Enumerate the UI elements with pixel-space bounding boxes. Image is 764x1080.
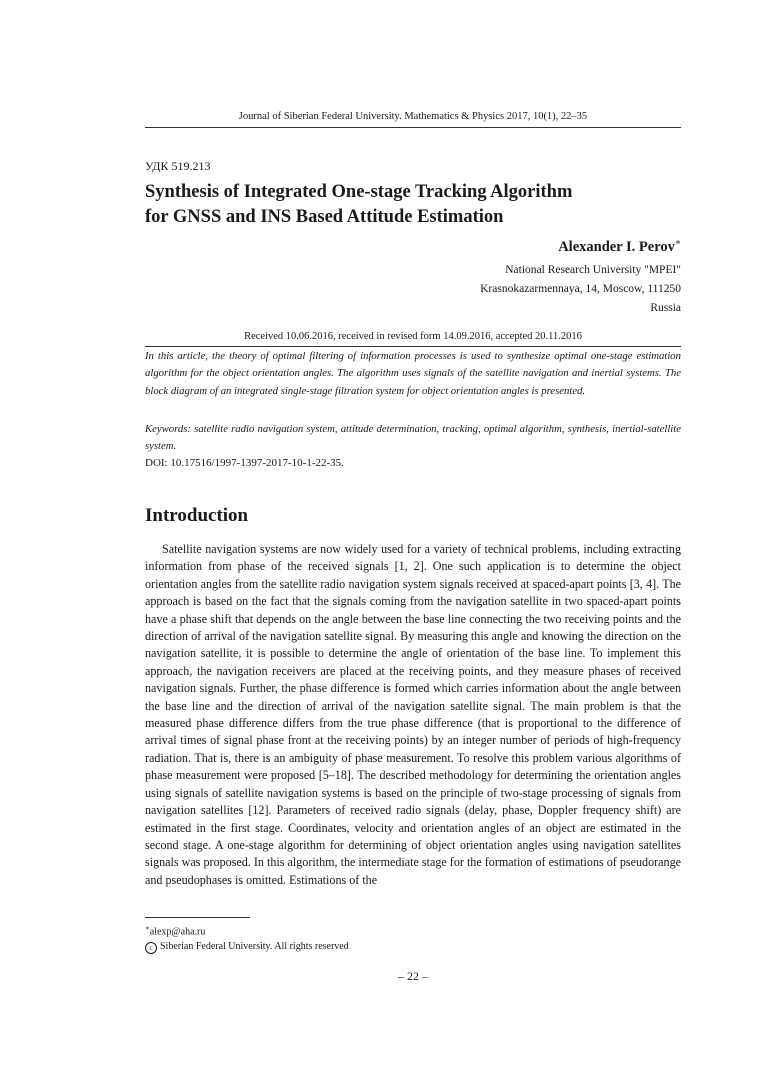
body-paragraph: Satellite navigation systems are now widely used for a variety of technical problems, including extracting information from phase of the received signals [1, 2]. One such application is to determine the object orientation angles from the satellite radio navigation system signals received at spaced-apart points [3, 4]. The approach is based on the fact that the signals coming from the navigation satellite in two spaced-apart points have a phase shift that depends on the angle between the base line connecting the two receiving points and the direction of arrival of the navigation satellite signal. By measuring this angle and knowing the direction on the navigation satellite, it is possible to determine the angle of orientation of the base line. To implement this approach, the navigation receivers are placed at the receiving points, and they measure phases of received navigation signals. Further, the phase difference is formed which carries information about the angle between the base line and the direction of arrival of the navigation satellite signal. The main problem is that the measured phase difference differs from the true phase difference (that is proportional to the difference of arrival times of signal phase front at the receiving points) by an integer number of periods of high-frequency radiation. That is, there is an ambiguity of phase measurement. To resolve this problem various algorithms of phase measurement were proposed [5–18]. The described methodology for determining the orientation angles using signals of satellite navigation systems is based on the principle of two-stage processing of signals from navigation satellites [12]. Parameters of received radio signals (delay, phase, Doppler frequency shift) are estimated in the first stage. Coordinates, velocity and orientation angles of an object are estimated in the second stage. A one-stage algorithm for determining of object orientation angles using navigation satellites signals was proposed. In this algorithm, the intermediate stage for the formation of estimations of pseudorange and pseudophases is omitted. Estimations of the (145, 542, 681, 887)
title-line-2: for GNSS and INS Based Attitude Estimation (145, 207, 504, 227)
paper-title (145, 180, 681, 230)
footnote-rule (145, 917, 250, 918)
affiliation-line-2: Krasnokazarmennaya, 14, Moscow, 111250 (480, 283, 681, 295)
running-head: Journal of Siberian Federal University. Mathematics & Physics 2017, 10(1), 22–35 (238, 111, 588, 122)
copyright-text: Siberian Federal University. All rights reserved (160, 940, 349, 952)
keywords-text: satellite radio navigation system, attitude determination, tracking, optimal algorithm, synthesis, inertial-satellite system. (145, 423, 681, 453)
affiliation (480, 261, 681, 318)
title-line-1: Synthesis of Integrated One-stage Tracking Algorithm (145, 182, 573, 202)
affiliation-line-3: Russia (650, 302, 681, 314)
header-rule (145, 127, 681, 128)
doi: DOI: 10.17516/1997-1397-2017-10-1-22-35. (145, 457, 344, 469)
abstract: In this article, the theory of optimal filtering of information processes is used to synthesize optimal one-stage estimation algorithm for the object orientation angles. The algorithm uses signals of the satellite navigation and inertial systems. The block diagram of an integrated single-stage filtration system for object orientation angles is presented. (145, 350, 681, 397)
copyright-icon: c (145, 942, 157, 954)
udk-code: УДК 519.213 (145, 159, 211, 173)
author-email: alexp@aha.ru (149, 926, 206, 938)
copyright-footnote (145, 940, 349, 955)
section-title: Introduction (145, 505, 249, 526)
page-number: – 22 – (398, 969, 428, 983)
abstract-rule (145, 346, 681, 347)
keywords-label: Keywords: (145, 423, 191, 435)
footnotes (145, 921, 349, 954)
received-dates: Received 10.06.2016, received in revised form 14.09.2016, accepted 20.11.2016 (244, 331, 582, 342)
email-footnote-mark: ∗ (145, 924, 150, 932)
email-footnote (145, 921, 349, 940)
affiliation-line-1: National Research University "MPEI" (505, 264, 681, 276)
keywords (145, 421, 681, 456)
author-name: Alexander I. Perov (558, 238, 675, 255)
author-footnote-mark: ∗ (674, 237, 681, 247)
author (558, 237, 681, 256)
